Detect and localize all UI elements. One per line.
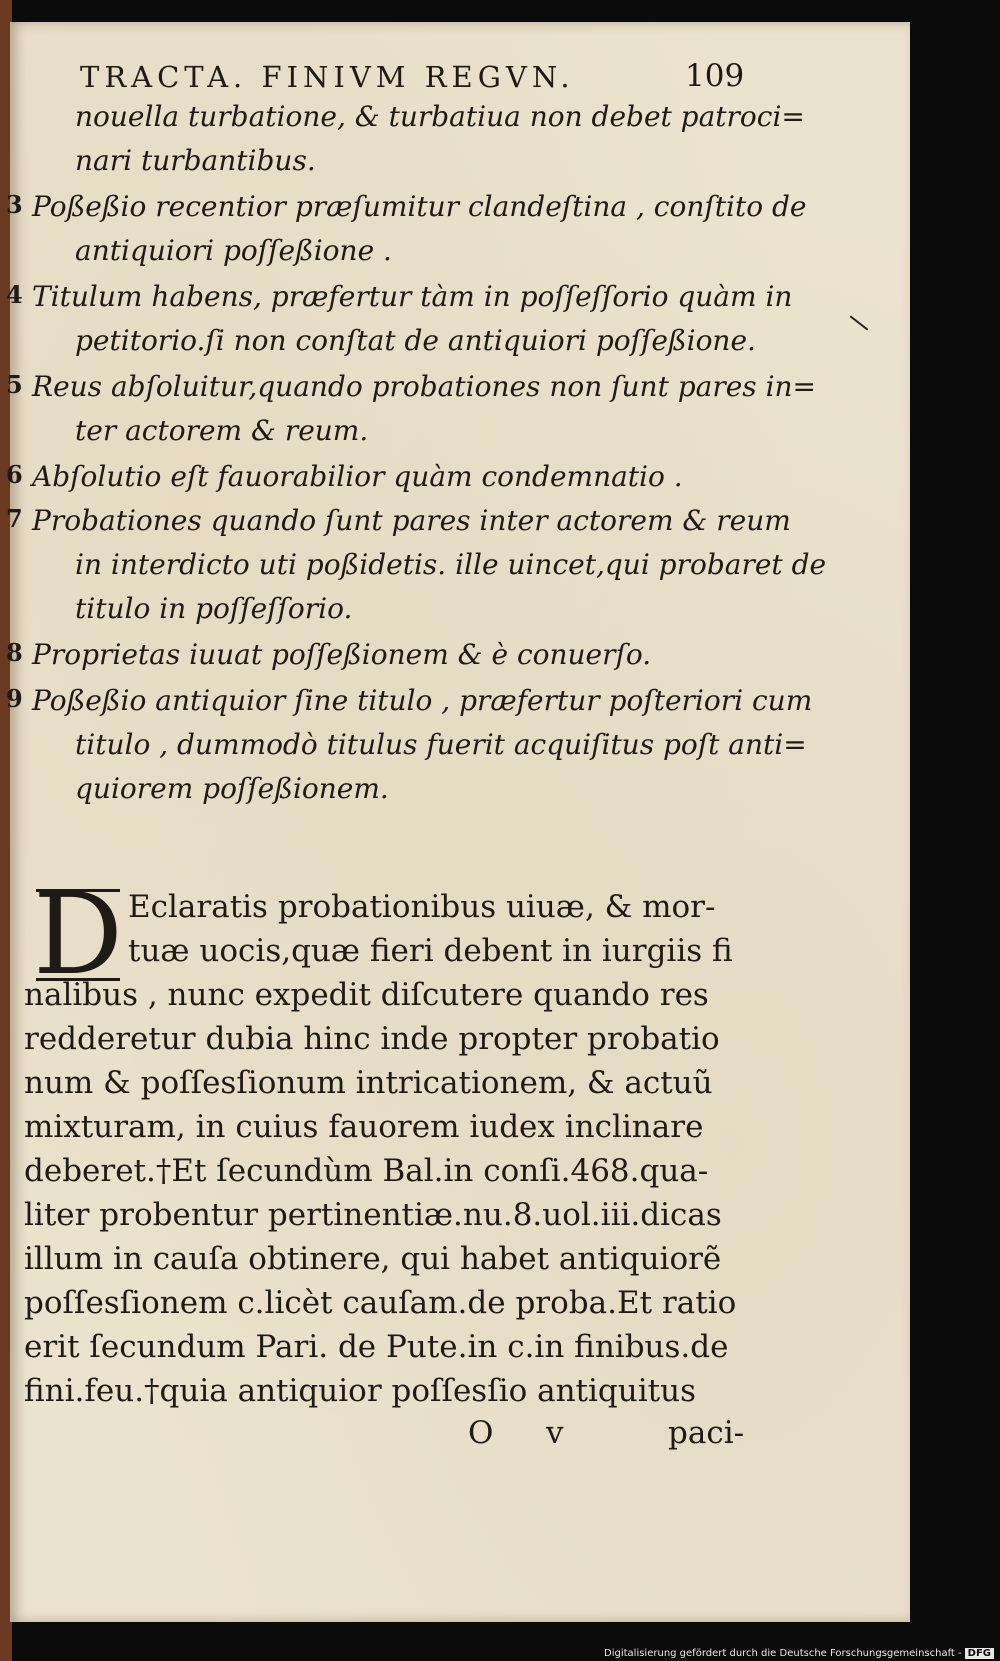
catchword: paci- (668, 1415, 745, 1451)
body-line: Eclaratis probationibus uiuæ, & mor- (128, 889, 716, 925)
summary-line: titulo , dummodò titulus fuerit acquiſitus poſt anti= (75, 728, 807, 761)
margin-number: 5 (6, 370, 23, 399)
signature-mark: v (546, 1415, 564, 1451)
body-line: liter probentur pertinentiæ.nu.8.uol.iii.dicas (24, 1197, 722, 1233)
summary-line: nouella turbatione, & turbatiua non debet patroci= (75, 100, 805, 133)
body-line: fini.feu.†quia antiquior poſſesſio antiquitus (24, 1373, 696, 1409)
margin-number: 6 (6, 460, 23, 489)
summary-line: ter actorem & reum. (75, 414, 369, 447)
dfg-logo: DFG (965, 1648, 994, 1659)
summary-line: titulo in poſſeſſorio. (75, 592, 353, 625)
summary-line: quiorem poſſeßionem. (75, 772, 389, 805)
credit-text: Digitalisierung gefördert durch die Deutsche Forschungsgemeinschaft - (604, 1648, 962, 1659)
summary-line: Abſolutio eſt fauorabilior quàm condemnatio . (32, 460, 683, 493)
summary-line: nari turbantibus. (75, 144, 316, 177)
margin-number: 8 (6, 638, 23, 667)
summary-line: Probationes quando ſunt pares inter actorem & reum (32, 504, 791, 537)
body-line: nalibus , nunc expedit diſcutere quando res (24, 977, 709, 1013)
margin-number: 7 (6, 504, 23, 533)
margin-number: 3 (6, 190, 23, 219)
body-line: poſſesſionem c.licèt cauſam.de proba.Et ratio (24, 1285, 737, 1321)
body-line: redderetur dubia hinc inde propter probatio (24, 1021, 720, 1057)
summary-line: Poßeßio antiquior ſine titulo , præfertur poſteriori cum (32, 684, 813, 717)
body-line: illum in cauſa obtinere, qui habet antiquiorẽ (24, 1241, 722, 1277)
summary-line: in interdicto uti poßidetis. ille uincet,qui probaret de (75, 548, 827, 581)
body-line: erit ſecundum Pari. de Pute.in c.in finibus.de (24, 1329, 729, 1365)
summary-line: Proprietas iuuat poſſeßionem & è conuerſo. (32, 638, 652, 671)
body-line: num & poſſesſionum intricationem, & actuũ (24, 1065, 713, 1101)
stray-ink-mark (850, 315, 869, 330)
margin-number: 9 (6, 684, 23, 713)
page-number: 109 (685, 58, 745, 94)
summary-line: antiquiori poſſeßione . (75, 234, 392, 267)
summary-line: Reus abſoluitur,quando probationes non ſunt pares in= (32, 370, 817, 403)
drop-cap: D (33, 870, 123, 1000)
digitization-credit (604, 1648, 994, 1659)
running-head: TRACTA. FINIVM REGVN. (80, 60, 575, 94)
body-line: deberet.†Et ſecundùm Bal.in conſi.468.qua- (24, 1153, 709, 1189)
book-page (6, 22, 910, 1622)
summary-line: Titulum habens, præfertur tàm in poſſeſſorio quàm in (32, 280, 793, 313)
body-line: tuæ uocis,quæ fieri debent in iurgiis fi (128, 933, 733, 969)
summary-line: Poßeßio recentior præſumitur clandeſtina , conſtito de (32, 190, 807, 223)
summary-line: petitorio.ſi non conſtat de antiquiori poſſeßione. (75, 324, 756, 357)
body-line: mixturam, in cuius fauorem iudex inclinare (24, 1109, 704, 1145)
signature-mark: O (468, 1415, 494, 1451)
margin-number: 4 (6, 280, 23, 309)
